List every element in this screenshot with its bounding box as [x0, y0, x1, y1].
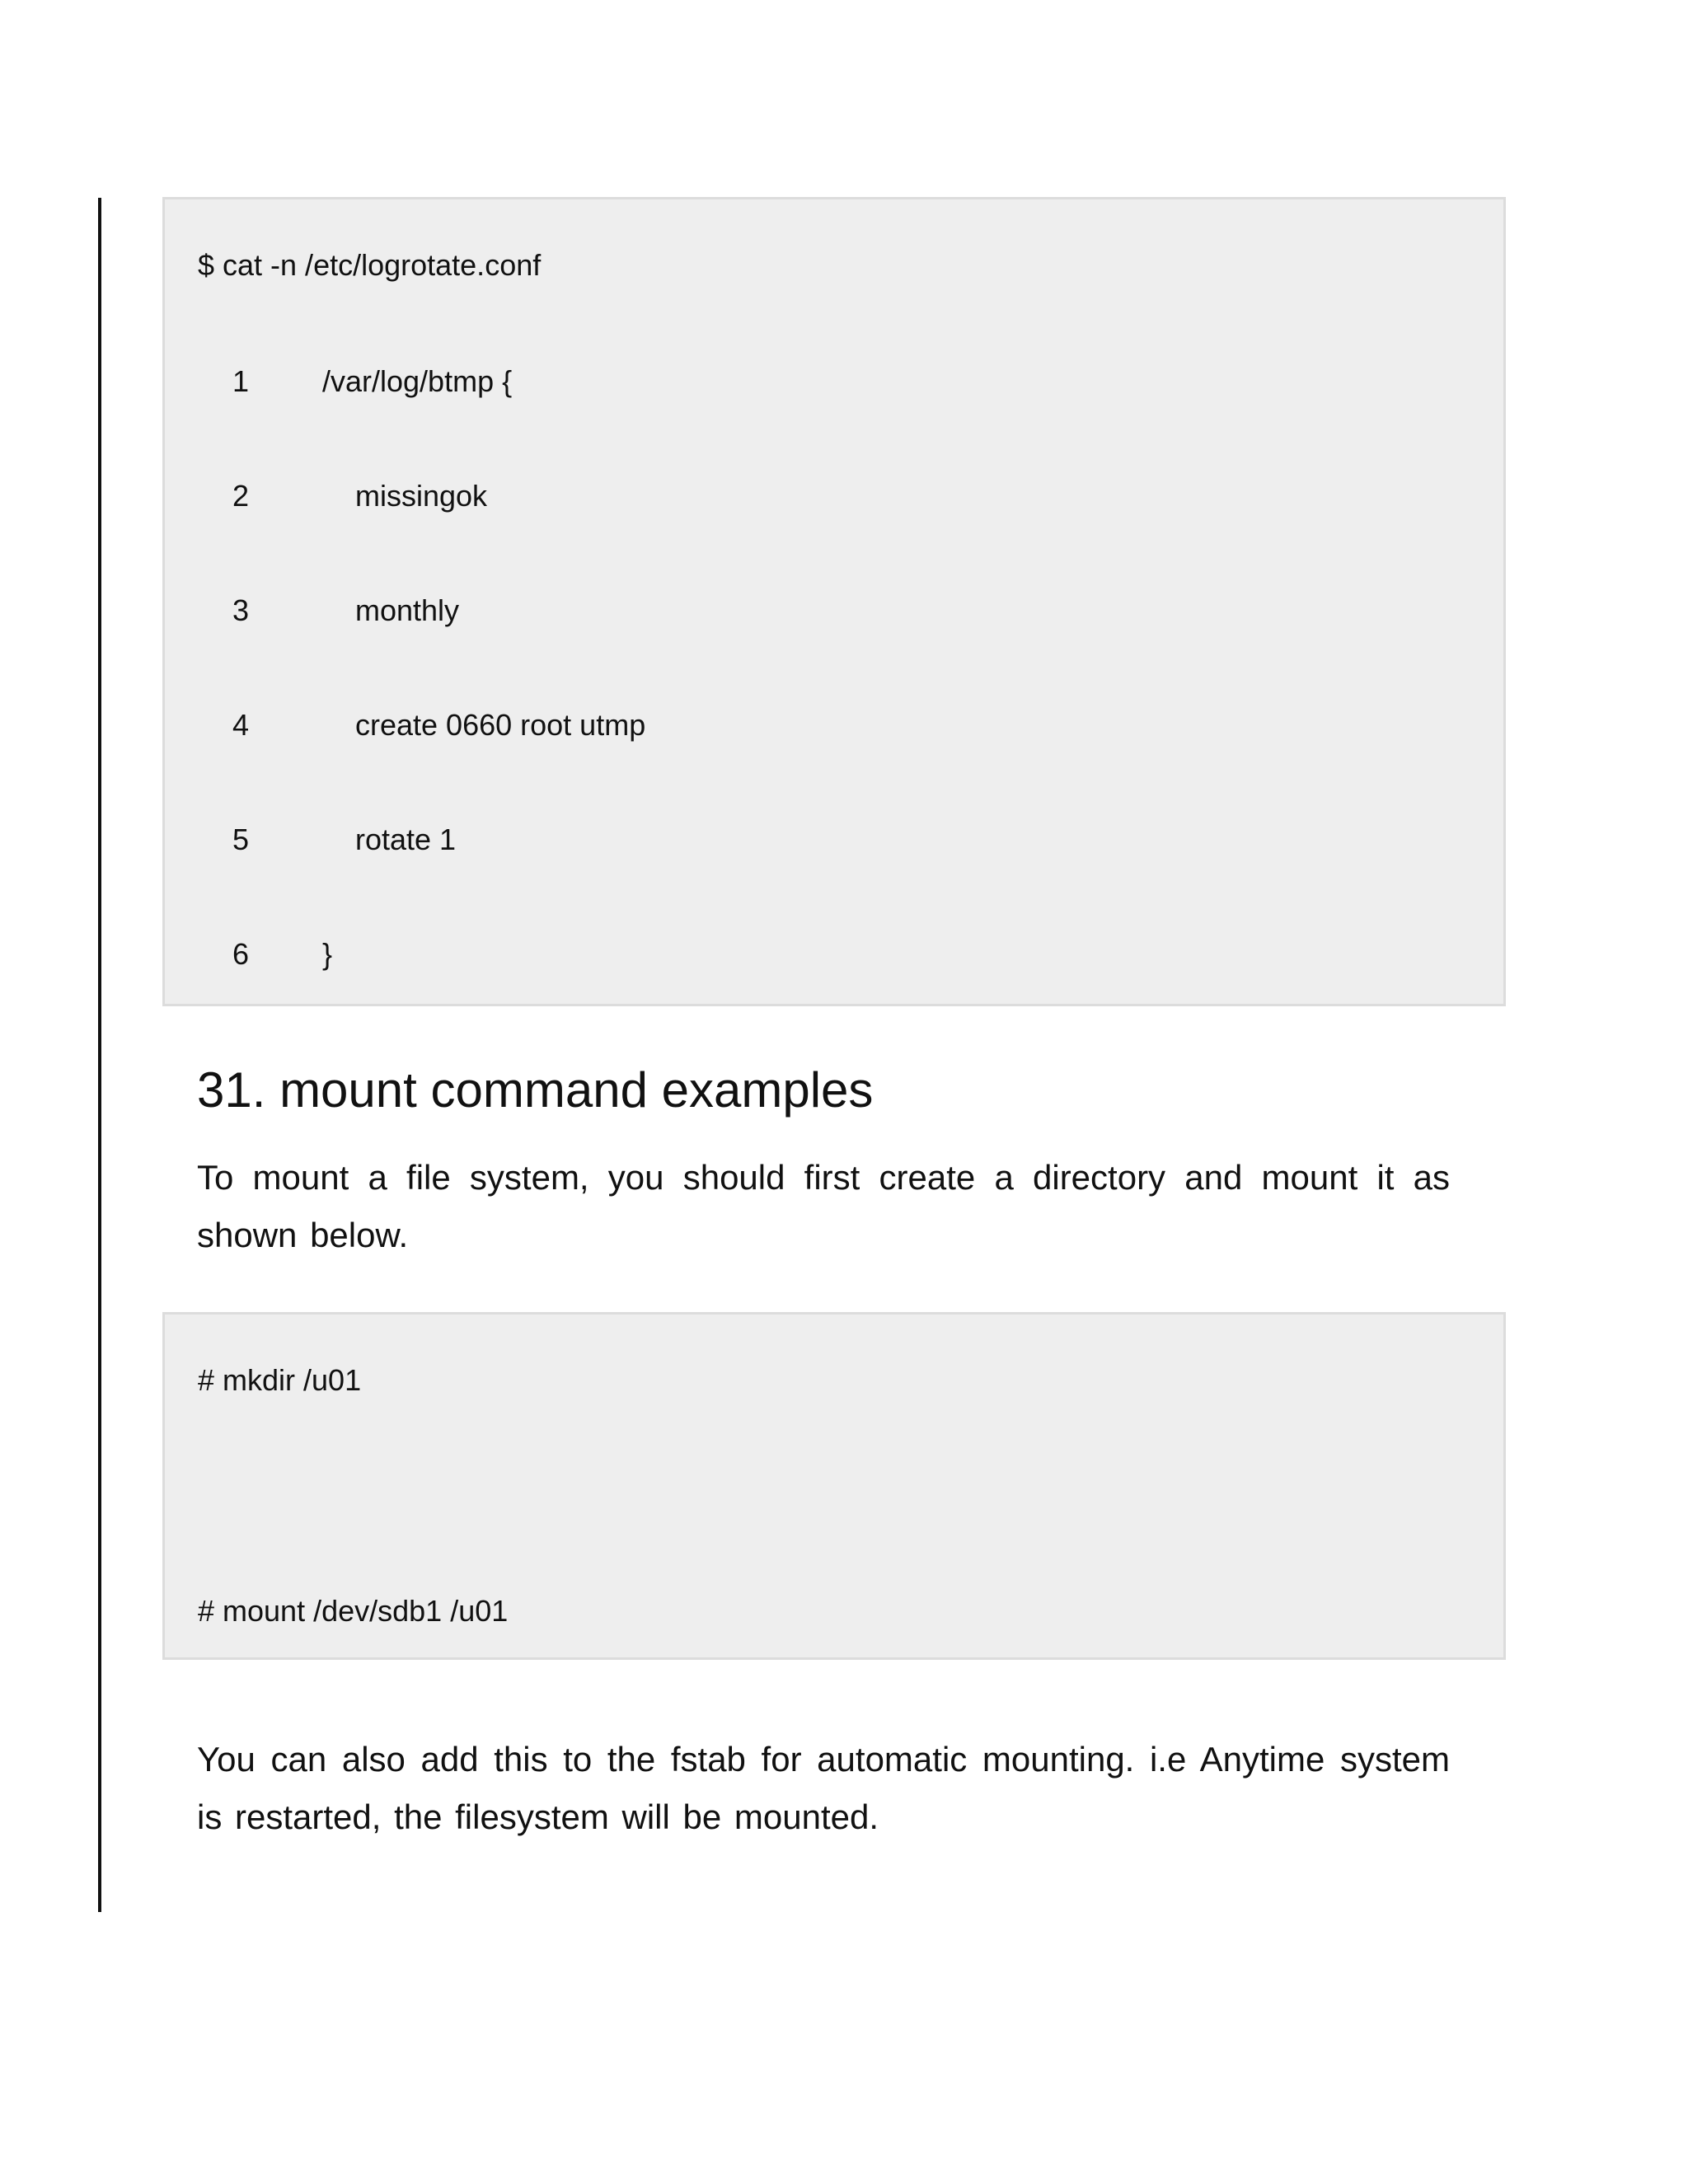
line-number: 2	[232, 479, 250, 513]
code-block-mount	[162, 1312, 1506, 1660]
code-line: monthly	[355, 593, 460, 627]
closing-paragraph: You can also add this to the fstab for automatic mounting. i.e Anytime system is restarted, the filesystem will be mounted.	[197, 1740, 1450, 1836]
code-line: create 0660 root utmp	[355, 708, 646, 742]
line-number: 3	[232, 593, 250, 627]
intro-paragraph: To mount a file system, you should first create a directory and mount it as shown below.	[197, 1158, 1450, 1254]
code-command: $ cat -n /etc/logrotate.conf	[198, 248, 542, 282]
code-line: # mount /dev/sdb1 /u01	[198, 1594, 509, 1628]
line-number: 4	[232, 708, 250, 742]
code-block-logrotate	[162, 197, 1506, 1006]
section-heading: 31. mount command examples	[197, 1062, 874, 1118]
line-number: 5	[232, 823, 250, 856]
line-number: 1	[232, 364, 250, 398]
code-line: rotate 1	[355, 823, 457, 856]
code-line: /var/log/btmp {	[322, 364, 513, 398]
line-number: 6	[232, 937, 250, 971]
left-margin-rule	[98, 198, 101, 1912]
code-line: missingok	[355, 479, 488, 513]
code-line: # mkdir /u01	[198, 1363, 362, 1397]
code-line: }	[322, 937, 333, 971]
